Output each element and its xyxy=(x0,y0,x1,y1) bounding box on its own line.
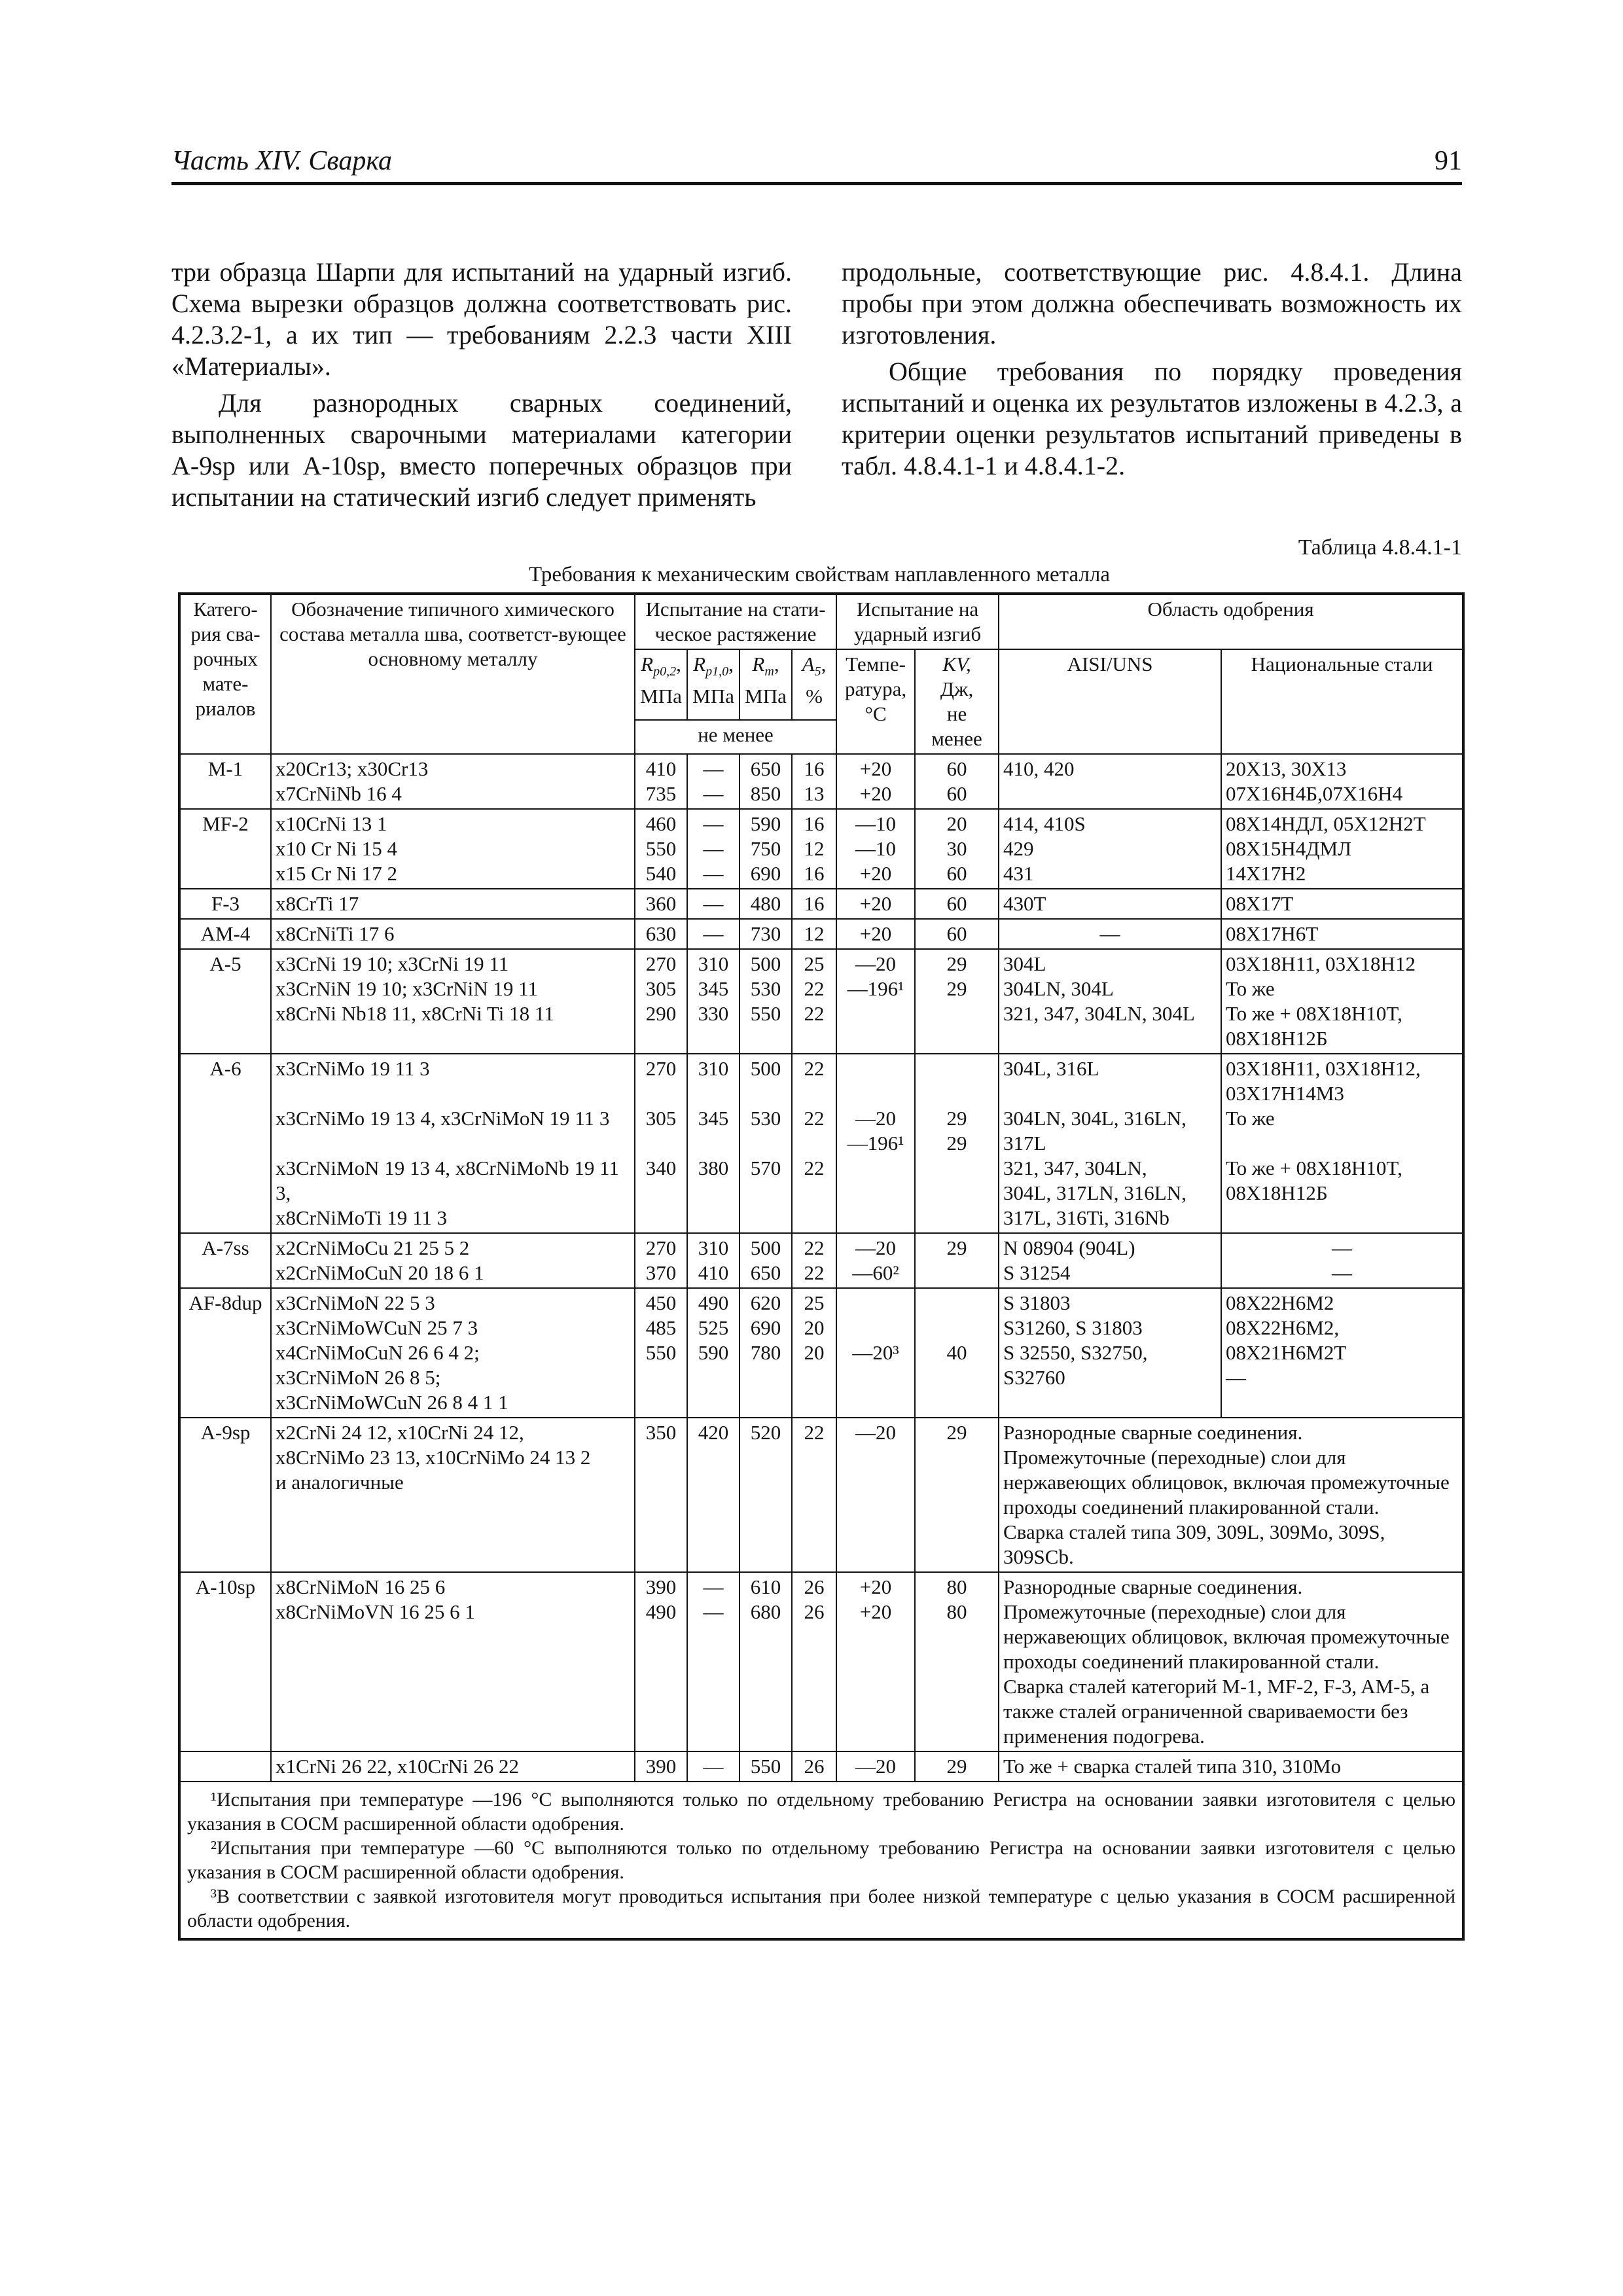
designation-cell: x2CrNiMoCu 21 25 5 2 x2CrNiMoCuN 20 18 6 1 xyxy=(271,1233,635,1288)
kv-cell: 29 xyxy=(915,1751,999,1782)
category-cell: A-5 xyxy=(179,949,271,1054)
aisi-cell: 304L 304LN, 304L 321, 347, 304LN, 304L xyxy=(999,949,1221,1054)
rp10-cell: — xyxy=(687,889,740,919)
temperature-cell: —20 —196¹ xyxy=(836,1054,915,1233)
left-column xyxy=(171,257,792,513)
header-not-less: не менее xyxy=(635,720,836,754)
national-cell: 03X18H11, 03X18H12 То же То же + 08X18H10T, 08X18H12Б xyxy=(1221,949,1463,1054)
national-cell: 08X17H6T xyxy=(1221,919,1463,949)
rm-cell: 610 680 xyxy=(740,1572,792,1751)
rp02-cell: 350 xyxy=(635,1418,687,1572)
rp10-cell: — xyxy=(687,919,740,949)
kv-cell: 29 xyxy=(915,1418,999,1572)
a5-cell: 16 xyxy=(792,889,836,919)
category-cell: A-10sp xyxy=(179,1572,271,1751)
header-category: Катего- рия сва- рочных мате- риалов xyxy=(179,594,271,754)
aisi-cell: 414, 410S 429 431 xyxy=(999,809,1221,889)
table-row xyxy=(179,1233,1463,1288)
national-cell: 08X14НДЛ, 05X12H2T 08X15H4ДМЛ 14X17H2 xyxy=(1221,809,1463,889)
rp02-cell: 630 xyxy=(635,919,687,949)
rm-cell: 500 650 xyxy=(740,1233,792,1288)
rp10-cell: 420 xyxy=(687,1418,740,1572)
rp10-cell: — — xyxy=(687,1572,740,1751)
table-row xyxy=(179,1054,1463,1233)
category-cell xyxy=(179,1751,271,1782)
category-cell: A-7ss xyxy=(179,1233,271,1288)
category-cell: AF-8dup xyxy=(179,1288,271,1418)
rp10-cell: 490 525 590 xyxy=(687,1288,740,1418)
kv-cell: 29 29 xyxy=(915,949,999,1054)
designation-cell: x3CrNi 19 10; x3CrNi 19 11 x3CrNiN 19 10; x3CrNiN 19 11 x8CrNi Nb18 11, x8CrNi Ti 18 11 xyxy=(271,949,635,1054)
temperature-cell: —20 —196¹ xyxy=(836,949,915,1054)
aisi-cell: 304L, 316L 304LN, 304L, 316LN, 317L 321, 347, 304LN, 304L, 317LN, 316LN, 317L, 316Ti, 316Nb xyxy=(999,1054,1221,1233)
kv-cell: 40 xyxy=(915,1288,999,1418)
kv-cell: 60 xyxy=(915,889,999,919)
rp02-cell: 390 490 xyxy=(635,1572,687,1751)
rm-cell: 620 690 780 xyxy=(740,1288,792,1418)
note-2: ²Испытания при температуре —60 °C выполняются только по отдельному требованию Регистра на основании заявки изготовителя с целью указания в СОСМ расширенной области одобрения. xyxy=(187,1837,1456,1883)
temperature-cell: —20 xyxy=(836,1751,915,1782)
category-cell: AM-4 xyxy=(179,919,271,949)
header-tension: Испытание на стати-ческое растяжение xyxy=(635,594,836,649)
approval-cell: Разнородные сварные соединения. Промежуточные (переходные) слои для нержавеющих облицовок, включая промежуточные проходы соединений плакированной стали. Сварка сталей категорий M-1, MF-2, F-3, AM-5, а также сталей ограниченной свариваемости без применения подогрева. xyxy=(999,1572,1463,1751)
rp02-cell: 450 485 550 xyxy=(635,1288,687,1418)
temperature-cell: —20³ xyxy=(836,1288,915,1418)
temperature-cell: +20 +20 xyxy=(836,754,915,809)
temperature-cell: +20 xyxy=(836,919,915,949)
rp10-cell: — xyxy=(687,1751,740,1782)
kv-cell: 60 60 xyxy=(915,754,999,809)
a5-cell: 25 20 20 xyxy=(792,1288,836,1418)
temperature-cell: —20 xyxy=(836,1418,915,1572)
header-rp02: $R_{p0,2}$, МПа xyxy=(635,649,687,720)
page-number: 91 xyxy=(1435,146,1462,176)
temperature-cell: —10 —10 +20 xyxy=(836,809,915,889)
rp02-cell: 270 305 290 xyxy=(635,949,687,1054)
page-header xyxy=(171,143,1462,185)
header-aisi: AISI/UNS xyxy=(999,649,1221,754)
header-a5: $A_5$, % xyxy=(792,649,836,720)
category-cell: MF-2 xyxy=(179,809,271,889)
table-row xyxy=(179,754,1463,809)
properties-table xyxy=(178,592,1465,1941)
designation-cell: x10CrNi 13 1 x10 Cr Ni 15 4 x15 Cr Ni 17 2 xyxy=(271,809,635,889)
table-row xyxy=(179,949,1463,1054)
rp02-cell: 270 370 xyxy=(635,1233,687,1288)
category-cell: A-6 xyxy=(179,1054,271,1233)
note-1: ¹Испытания при температуре —196 °C выполняются только по отдельному требованию Регистра на основании заявки изготовителя с целью указания в СОСМ расширенной области одобрения. xyxy=(187,1789,1456,1835)
designation-cell: x3CrNiMoN 22 5 3 x3CrNiMoWCuN 25 7 3 x4CrNiMoCuN 26 6 4 2; x3CrNiMoN 26 8 5; x3CrNiMoWCuN 26 8 4 1 1 xyxy=(271,1288,635,1418)
rm-cell: 500 530 550 xyxy=(740,949,792,1054)
header-rp10: $R_{p1,0}$, МПа xyxy=(687,649,740,720)
designation-cell: x8CrNiTi 17 6 xyxy=(271,919,635,949)
aisi-cell: 410, 420 xyxy=(999,754,1221,809)
header-kv: KV, Дж, не менее xyxy=(915,649,999,754)
a5-cell: 26 26 xyxy=(792,1572,836,1751)
approval-cell: Разнородные сварные соединения. Промежуточные (переходные) слои для нержавеющих облицовок, включая промежуточные проходы соединений плакированной стали. Сварка сталей типа 309, 309L, 309Mo, 309S, 309SCb. xyxy=(999,1418,1463,1572)
aisi-cell: 430T xyxy=(999,889,1221,919)
table-caption: Требования к механическим свойствам наплавленного металла xyxy=(528,563,1111,586)
rm-cell: 550 xyxy=(740,1751,792,1782)
approval-cell: То же + сварка сталей типа 310, 310Mo xyxy=(999,1751,1463,1782)
header-approval: Область одобрения xyxy=(999,594,1463,649)
rp02-cell: 360 xyxy=(635,889,687,919)
national-cell: — — xyxy=(1221,1233,1463,1288)
a5-cell: 26 xyxy=(792,1751,836,1782)
national-cell: 08X22H6M2 08X22H6M2, 08X21H6M2T — xyxy=(1221,1288,1463,1418)
category-cell: A-9sp xyxy=(179,1418,271,1572)
national-cell: 03X18H11, 03X18H12, 03X17H14M3 То же То же + 08X18H10T, 08X18H12Б xyxy=(1221,1054,1463,1233)
rp10-cell: 310 345 330 xyxy=(687,949,740,1054)
rm-cell: 500 530 570 xyxy=(740,1054,792,1233)
national-cell: 08X17T xyxy=(1221,889,1463,919)
a5-cell: 22 xyxy=(792,1418,836,1572)
rm-cell: 650 850 xyxy=(740,754,792,809)
rp02-cell: 460 550 540 xyxy=(635,809,687,889)
aisi-cell: — xyxy=(999,919,1221,949)
temperature-cell: +20 xyxy=(836,889,915,919)
right-paragraph-2: Общие требования по порядку проведения испытаний и оценка их результатов изложены в 4.2.3, а критерии оценки результатов испытаний приведены в табл. 4.8.4.1-1 и 4.8.4.1-2. xyxy=(842,357,1462,480)
rp02-cell: 410 735 xyxy=(635,754,687,809)
a5-cell: 16 12 16 xyxy=(792,809,836,889)
table-number: Таблица 4.8.4.1-1 xyxy=(1298,535,1462,560)
table-row xyxy=(179,889,1463,919)
table-row xyxy=(179,919,1463,949)
kv-cell: 80 80 xyxy=(915,1572,999,1751)
table-row xyxy=(179,1751,1463,1782)
designation-cell: x8CrTi 17 xyxy=(271,889,635,919)
table-row xyxy=(179,1418,1463,1572)
temperature-cell: +20 +20 xyxy=(836,1572,915,1751)
designation-cell: x3CrNiMo 19 11 3 x3CrNiMo 19 13 4, x3CrNiMoN 19 11 3 x3CrNiMoN 19 13 4, x8CrNiMoNb 19 11 3, x8CrNiMoTi 19 11 3 xyxy=(271,1054,635,1233)
note-3: ³В соответствии с заявкой изготовителя могут проводиться испытания при более низкой температуре с целью указания в СОСМ расширенной области одобрения. xyxy=(187,1886,1456,1931)
left-paragraph-1: три образца Шарпи для испытаний на ударный изгиб. Схема вырезки образцов должна соответствовать рис. 4.2.3.2-1, а их тип — требованиям 2.2.3 части XIII «Материалы». xyxy=(171,257,792,381)
header-designation: Обозначение типичного химического состава металла шва, соответст-вующее основному металлу xyxy=(271,594,635,754)
temperature-cell: —20 —60² xyxy=(836,1233,915,1288)
left-paragraph-2: Для разнородных сварных соединений, выполненных сварочными материалами категории А-9sp или А-10sp, вместо поперечных образцов при испытании на статический изгиб следует применять xyxy=(171,388,792,512)
table-row xyxy=(179,1288,1463,1418)
a5-cell: 22 22 xyxy=(792,1233,836,1288)
designation-cell: x20Cr13; x30Cr13 x7CrNiNb 16 4 xyxy=(271,754,635,809)
rp10-cell: 310 410 xyxy=(687,1233,740,1288)
a5-cell: 22 22 22 xyxy=(792,1054,836,1233)
rm-cell: 520 xyxy=(740,1418,792,1572)
kv-cell: 29 xyxy=(915,1233,999,1288)
designation-cell: x1CrNi 26 22, x10CrNi 26 22 xyxy=(271,1751,635,1782)
category-cell: F-3 xyxy=(179,889,271,919)
header-temperature: Темпе- ратура, °C xyxy=(836,649,915,754)
a5-cell: 25 22 22 xyxy=(792,949,836,1054)
national-cell: 20X13, 30X13 07X16H4Б,07X16H4 xyxy=(1221,754,1463,809)
kv-cell: 20 30 60 xyxy=(915,809,999,889)
rm-cell: 730 xyxy=(740,919,792,949)
designation-cell: x2CrNi 24 12, x10CrNi 24 12, x8CrNiMo 23 13, x10CrNiMo 24 13 2 и аналогичные xyxy=(271,1418,635,1572)
rp10-cell: — — xyxy=(687,754,740,809)
rp10-cell: — — — xyxy=(687,809,740,889)
rm-cell: 590 750 690 xyxy=(740,809,792,889)
header-rm: $R_m$, МПа xyxy=(740,649,792,720)
rm-cell: 480 xyxy=(740,889,792,919)
rp02-cell: 270 305 340 xyxy=(635,1054,687,1233)
aisi-cell: N 08904 (904L) S 31254 xyxy=(999,1233,1221,1288)
category-cell: M-1 xyxy=(179,754,271,809)
a5-cell: 12 xyxy=(792,919,836,949)
rp10-cell: 310 345 380 xyxy=(687,1054,740,1233)
header-impact: Испытание на ударный изгиб xyxy=(836,594,999,649)
aisi-cell: S 31803 S31260, S 31803 S 32550, S32750, S32760 xyxy=(999,1288,1221,1418)
table-row xyxy=(179,1572,1463,1751)
designation-cell: x8CrNiMoN 16 25 6 x8CrNiMoVN 16 25 6 1 xyxy=(271,1572,635,1751)
kv-cell: 60 xyxy=(915,919,999,949)
table-row xyxy=(179,809,1463,889)
table-notes xyxy=(179,1782,1463,1939)
rp02-cell: 390 xyxy=(635,1751,687,1782)
right-paragraph-1: продольные, соответствующие рис. 4.8.4.1. Длина пробы при этом должна обеспечивать возможность их изготовления. xyxy=(842,257,1462,350)
header-national: Национальные стали xyxy=(1221,649,1463,754)
kv-cell: 29 29 xyxy=(915,1054,999,1233)
right-column xyxy=(842,257,1462,482)
running-title: Часть XIV. Сварка xyxy=(171,146,392,176)
a5-cell: 16 13 xyxy=(792,754,836,809)
